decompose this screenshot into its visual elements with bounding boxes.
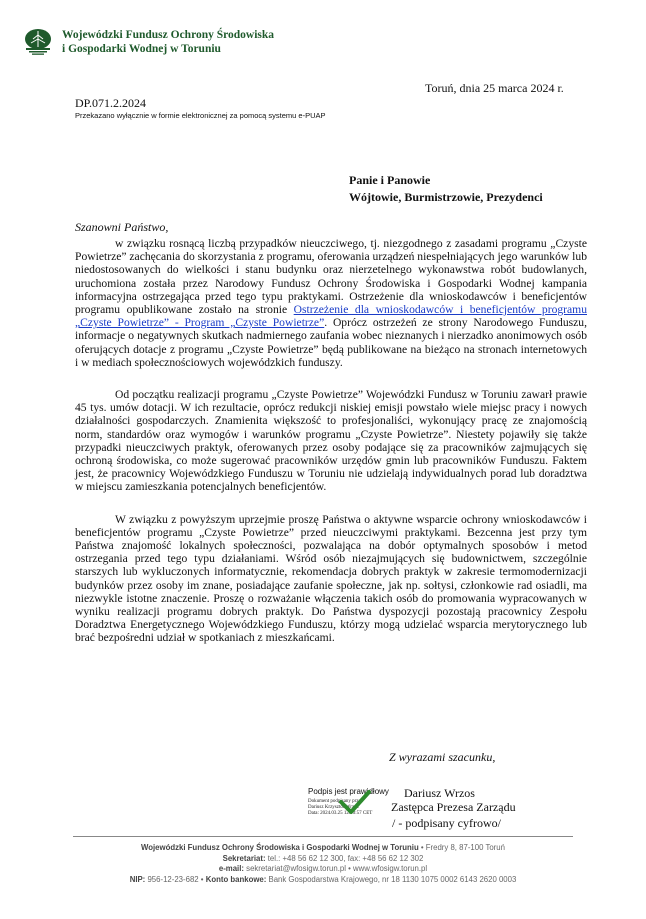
- addressee-line1: Panie i Panowie: [349, 173, 431, 187]
- footer-email-label: e-mail:: [218, 864, 244, 873]
- organization-name: [62, 28, 274, 56]
- letter-date: Toruń, dnia 25 marca 2024 r.: [425, 81, 564, 95]
- footer-nip-label: NIP:: [129, 874, 146, 884]
- footer-bank-account: Bank Gospodarstwa Krajowego, nr 18 1130 1075 0002 6143 2620 0003: [266, 874, 517, 884]
- footer-bank-label: Konto bankowe:: [205, 874, 267, 884]
- warning-link[interactable]: Ostrzeżenie dla wnioskodawców i beneficjentów programu „Czyste Powietrze” - Program „Czyste Powietrze”: [75, 303, 587, 330]
- footer: [73, 843, 573, 885]
- signer-block: [391, 786, 516, 814]
- signature-detail-line2: Dariusz Krzysztof Wrzos: [308, 805, 359, 810]
- paragraph-1-text-b: . Oprócz ostrzeżeń ze strony Narodowego Funduszu, informacje o negatywnych skutkach nadmiernego zaufania wobec nieznanych i nierzadko anonimowych osób oferujących dotacje z programu „Czyste Powietrze” będą publikowane na bieżąco na stronach internetowych i w mediach społecznościowych wojewódzkich funduszy.: [75, 316, 587, 369]
- footer-address: • Fredry 8, 87-100 Toruń: [418, 843, 505, 852]
- signature-validity-label: Podpis jest prawidłowy: [308, 787, 389, 796]
- checkmark-icon: [338, 789, 372, 815]
- letter-body: [75, 237, 587, 664]
- tree-logo-icon: [22, 27, 54, 57]
- signature-detail-line3: Data: 2024.03.25 12:10:57 CET: [308, 811, 373, 816]
- signer-title: Zastępca Prezesa Zarządu: [391, 800, 516, 814]
- paragraph-3: W związku z powyższym uprzejmie proszę Państwa o aktywne wsparcie ochrony wnioskodawców i beneficjentów programu „Czyste Powietrze” przed nieuczciwymi praktykami. Bezcenna jest przy tym Państwa znajomość lokalnych społeczności, pozwalająca na dobór optymalnych sposobów i metod ostrzegania przed tego typu działaniami. Wśród osób niezajmujących się budownictwem, szczególnie starszych lub wykluczonych informatycznie, rekomendacja dobrych praktyk w zakresie termomodernizacji budynków przez osoby im znane, posiadające zaufanie społeczne, jak np. sołtysi, członkowie rad osiadli, ma niezwykle istotne znaczenie. Proszę o rozważanie włączenia takich osób do promowania wypracowanych w wyniku realizacji programu dobrych praktyk. Do Państwa dyspozycji pozostają pracownicy Zespołu Doradztwa Energetycznego Wojewódzkiego Funduszu, którzy mogą udzielać wsparcia merytorycznego lub brać bezpośredni udział w spotkaniach z mieszkańcami.: [75, 512, 587, 645]
- signature-detail-line1: Dokument podpisany przez: [308, 799, 363, 804]
- delivery-note: Przekazano wyłącznie w formie elektronicznej za pomocą systemu e-PUAP: [75, 111, 326, 120]
- organization-name-line2: i Gospodarki Wodnej w Toruniu: [62, 43, 221, 55]
- footer-phone: tel.: +48 56 62 12 300, fax: +48 56 62 12 302: [265, 853, 424, 863]
- signed-digitally-note: / - podpisany cyfrowo/: [392, 816, 501, 830]
- footer-line4: [73, 875, 573, 886]
- footer-line1: [73, 843, 573, 854]
- organization-name-line1: Wojewódzki Fundusz Ochrony Środowiska: [62, 29, 275, 41]
- footer-line2: [73, 854, 573, 865]
- paragraph-1-text-a: w związku rosnącą liczbą przypadków nieuczciwego, tj. niezgodnego z zasadami programu „Czyste Powietrze” zachęcania do skorzystania z programu, oferowania urządzeń niespełniających jego warunków lub niedostosowanych do wielkości i stanu budynku oraz nierzetelnego wykonawstwa robót budowlanych, uruchomiona została przez Narodowy Fundusz Ochrony Środowiska i Gospodarki Wodnej kampania informacyjna ostrzegająca przed tego typu praktykami. Ostrzeżenie dla wnioskodawców i beneficjentów programu opublikowane zostało na stronie: [75, 237, 587, 317]
- reference-number: DP.071.2.2024: [75, 96, 147, 110]
- footer-email: sekretariat@wfosigw.torun.pl • www.wfosigw.torun.pl: [244, 864, 428, 873]
- footer-line3: [73, 864, 573, 875]
- closing-phrase: Z wyrazami szacunku,: [389, 750, 496, 764]
- addressee-block: [349, 172, 543, 206]
- paragraph-1: [75, 237, 587, 369]
- salutation: Szanowni Państwo,: [75, 220, 169, 234]
- paragraph-2: Od początku realizacji programu „Czyste Powietrze” Wojewódzki Fundusz w Toruniu zawarł prawie 45 tys. umów dotacji. W ich rezultacie, oprócz redukcji niskiej emisji powstało wiele miejsc pracy i nowych działalności gospodarczych. Znamienita większość to profesjonaliści, wykonujący pracę ze znajomością norm, standardów oraz wymogów i warunków programu „Czyste Powietrze”. Niestety pojawiły się także przypadki nieuczciwych praktyk, oferowanych przez osoby podające się za pracowników zajmujących się ochroną środowiska, co może sugerować pracowników urzędów gmin lub pracowników Funduszu. Faktem jest, że pracownicy Wojewódzkiego Funduszu w Toruniu nie udzielają indywidualnych porad lub doradztwa w miejscu zamieszkania potencjalnych beneficjentów.: [75, 388, 587, 494]
- footer-org-name: Wojewódzki Fundusz Ochrony Środowiska i Gospodarki Wodnej w Toruniu: [141, 843, 419, 852]
- footer-divider: [73, 836, 573, 837]
- signer-name: Dariusz Wrzos: [404, 786, 475, 800]
- footer-secretariat-label: Sekretariat:: [222, 853, 266, 863]
- footer-nip: 956-12-23-682 •: [145, 874, 206, 884]
- addressee-line2: Wójtowie, Burmistrzowie, Prezydenci: [349, 190, 543, 204]
